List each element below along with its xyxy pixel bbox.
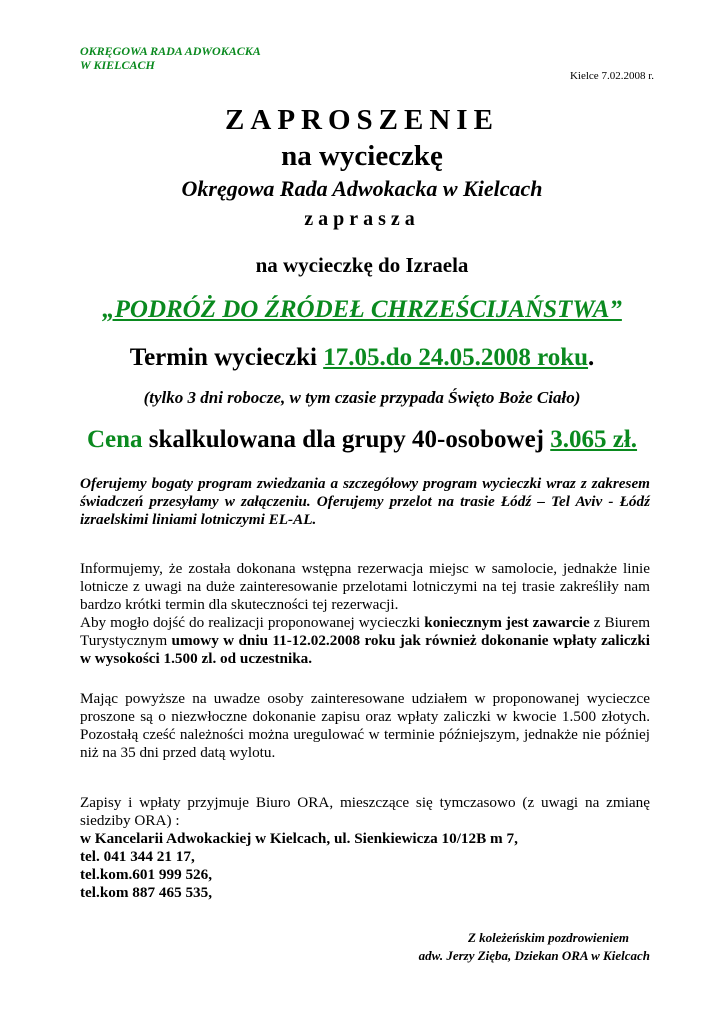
info-contract-bold1: koniecznym jest zawarcie (424, 614, 590, 631)
document-date: Kielce 7.02.2008 r. (569, 70, 654, 82)
org-name-line2: W KIELCACH (80, 58, 155, 72)
signature-greeting: Z koleżeńskim pozdrowieniem (467, 930, 629, 945)
info-contract-part2: z Biurem Turystycznym (80, 614, 651, 649)
contact-mobile-2: tel.kom 887 465 535, (80, 884, 213, 901)
info-contract-text (80, 614, 650, 668)
term-line (0, 344, 724, 372)
organization-header (80, 44, 261, 72)
offer-paragraph: Oferujemy bogaty program zwiedzania a szczegółowy program wycieczki wraz z zakresem świadczeń przesyłamy w załączeniu. Oferujemy przelot na trasie Łódź – Tel Aviv - Łódź izraelskimi liniami lotniczymi EL-AL. (80, 475, 650, 528)
organizer-name: Okręgowa Rada Adwokacka w Kielcach (181, 176, 543, 201)
org-name-line1: OKRĘGOWA RADA ADWOKACKA (80, 44, 261, 58)
price-amount: 3.065 zł. (550, 426, 638, 453)
price-line (0, 426, 724, 454)
invites-word: zaprasza (304, 208, 420, 230)
invitation-title: ZAPROSZENIE (225, 104, 499, 136)
contact-mobile-1: tel.kom.601 999 526, (80, 866, 213, 883)
contact-intro: Zapisy i wpłaty przyjmuje Biuro ORA, mieszczące się tymczasowo (z uwagi na zmianę siedziby ORA) : (80, 794, 650, 829)
destination-line: na wycieczkę do Izraela (255, 253, 469, 277)
contact-phone: tel. 041 344 21 17, (80, 848, 195, 865)
signature-name: adw. Jerzy Zięba, Dziekan ORA w Kielcach (418, 948, 650, 963)
info-contract-bold2: umowy w dniu 11-12.02.2008 roku jak również dokonanie wpłaty zaliczki w wysokości 1.500 zl. od uczestnika. (80, 632, 650, 667)
contact-paragraph (80, 794, 650, 902)
contact-address: w Kancelarii Adwokackiej w Kielcach, ul. Sienkiewicza 10/12B m 7, (80, 830, 518, 847)
term-dates: 17.05.do 24.05.2008 roku (323, 344, 589, 371)
tour-name: „PODRÓŻ DO ŹRÓDEŁ CHRZEŚCIJAŃSTWA” (102, 296, 622, 323)
price-label: Cena (86, 426, 143, 453)
info-contract-part1: Aby mogło dojść do realizacji proponowanej wycieczki (80, 614, 425, 631)
price-text: skalkulowana dla grupy 40-osobowej (142, 426, 551, 453)
notice-paragraph: Mając powyższe na uwadze osoby zainteresowane udziałem w proponowanej wycieczce proszone są o niezwłoczne dokonanie zapisu oraz wpłaty zaliczki w kwocie 1.500 złotych. Pozostałą cześć należności można uregulować w terminie późniejszym, jednakże nie później niż na 35 dni przed datą wylotu. (80, 690, 650, 761)
info-reservation-text: Informujemy, że została dokonana wstępna rezerwacja miejsc w samolocie, jednakże linie lotnicze z uwagi na duże zainteresowanie przelotami lotniczymi na tej trasie zakreśliły nam bardzo krótki termin dla skuteczności tej rezerwacji. (80, 560, 650, 613)
term-end: . (588, 344, 595, 371)
term-label: Termin wycieczki (129, 344, 324, 371)
term-note: (tylko 3 dni robocze, w tym czasie przypada Święto Boże Ciało) (143, 388, 581, 407)
invitation-subtitle: na wycieczkę (281, 140, 443, 172)
info-paragraph (80, 560, 650, 668)
